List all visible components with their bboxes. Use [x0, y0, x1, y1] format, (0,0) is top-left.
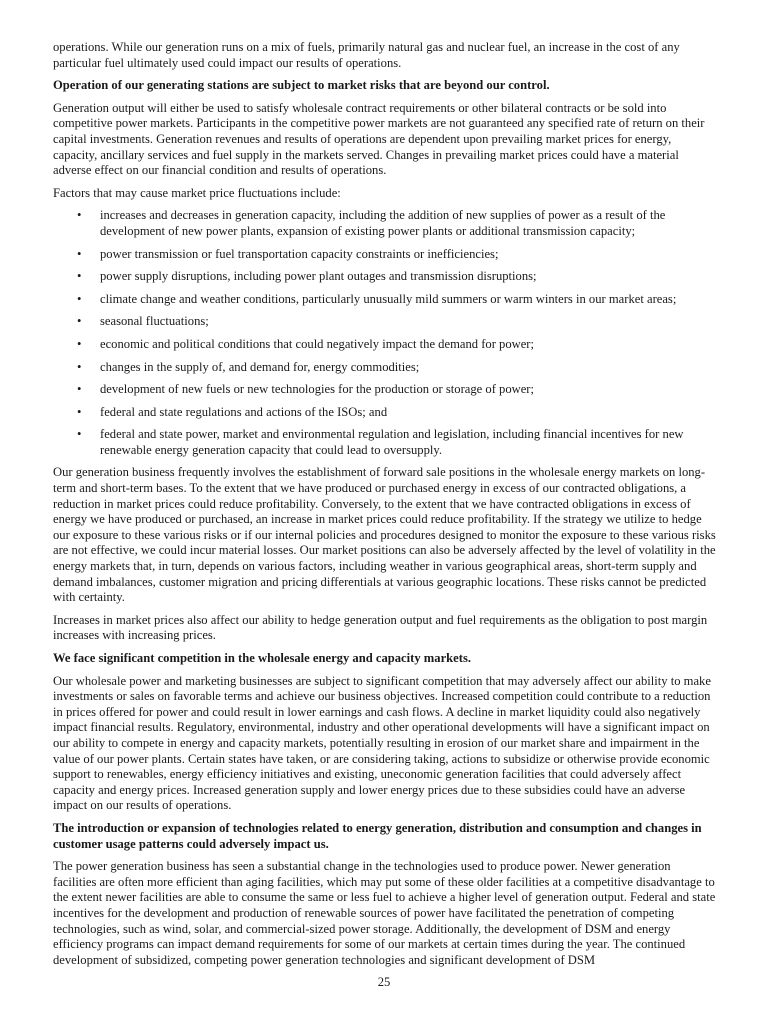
paragraph: Generation output will either be used to satisfy wholesale contract requirements or other bilateral contracts or be sold into competitive power markets. Participants in the competitive power markets are not guaranteed any specified rate of return on their capital investments. Generation revenues and results of operations are dependent upon prevailing market prices for energy, capacity, ancillary services and fuel supply in the markets served. Changes in prevailing market prices could have a material adverse effect on our financial condition and results of operations. — [53, 100, 705, 178]
section-heading: Operation of our generating stations are subject to market risks that are beyond our control. — [53, 78, 550, 93]
bullet-item — [53, 269, 717, 285]
bullet-icon: • — [77, 314, 82, 329]
bullet-icon: • — [77, 427, 82, 442]
bullet-text: federal and state regulations and actions of the ISOs; and — [100, 404, 388, 419]
bullet-item — [53, 427, 717, 458]
paragraph: operations. While our generation runs on a mix of fuels, primarily natural gas and nuclear fuel, an increase in the cost of any particular fuel ultimately used could impact our results of operations. — [53, 40, 680, 70]
paragraph: Our generation business frequently involves the establishment of forward sale positions in the wholesale energy markets on long-term and short-term bases. To the extent that we have produced or purchased energy in excess of our contracted obligations, a reduction in market prices could reduce profitability. Conversely, to the extent that we have contracted obligations in excess of energy we have produced or purchased, an increase in market prices could reduce profitability. If the strategy we utilize to hedge our exposure to these various risks or if our internal policies and procedures designed to monitor the exposure to these various risks are not effective, we could incur material losses. Our market positions can also be adversely affected by the level of volatility in the energy markets that, in turn, depends on various factors, including weather in various geographical areas, short-term supply and demand imbalances, customer migration and pricing differentials at various geographic locations. These risks cannot be predicted with certainty. — [53, 465, 716, 605]
bullet-item — [53, 208, 717, 239]
bullet-icon: • — [77, 359, 82, 374]
bullet-text: economic and political conditions that could negatively impact the demand for power; — [100, 336, 535, 351]
bullet-text: climate change and weather conditions, particularly unusually mild summers or warm winters in our market areas; — [100, 291, 677, 306]
bullet-text: power supply disruptions, including power plant outages and transmission disruptions; — [100, 269, 537, 284]
bullet-text: development of new fuels or new technologies for the production or storage of power; — [100, 382, 535, 397]
bullet-item — [53, 382, 717, 398]
bullet-list — [53, 208, 717, 458]
bullet-icon: • — [77, 291, 82, 306]
paragraph: Increases in market prices also affect our ability to hedge generation output and fuel requirements as the obligation to post margin increases with increasing prices. — [53, 612, 708, 643]
bullet-icon: • — [77, 404, 82, 419]
bullet-icon: • — [77, 269, 82, 284]
bullet-item — [53, 292, 717, 308]
bullet-icon: • — [77, 246, 82, 261]
bullet-icon: • — [77, 336, 82, 351]
paragraph: The power generation business has seen a substantial change in the technologies used to produce power. Newer generation facilities are often more efficient than aging facilities, which may put some of these older facilities at a competitive disadvantage to the extent newer facilities are able to consume the same or less fuel to achieve a higher level of generation output. Federal and state incentives for the development and production of renewable sources of power have facilitated the penetration of competing technologies, such as wind, solar, and commercial-sized power storage. Additionally, the development of DSM and energy efficiency programs can impact demand requirements for some of our markets at certain times during the year. The continued development of subsidized, competing power generation technologies and significant development of DSM — [53, 859, 716, 967]
bullet-text: power transmission or fuel transportation capacity constraints or inefficiencies; — [100, 246, 499, 261]
bullet-text: changes in the supply of, and demand for, energy commodities; — [100, 359, 420, 374]
bullet-item — [53, 314, 717, 330]
document-body — [53, 0, 717, 968]
bullet-text: increases and decreases in generation capacity, including the addition of new supplies of power as a result of the development of new power plants, expansion of existing power plants or additional transmission capacity; — [100, 208, 666, 238]
bullet-item — [53, 360, 717, 376]
bullet-icon: • — [77, 208, 82, 223]
page-number: 25 — [377, 975, 391, 990]
bullet-item — [53, 405, 717, 421]
section-heading: We face significant competition in the wholesale energy and capacity markets. — [53, 651, 471, 665]
bullet-text: seasonal fluctuations; — [100, 314, 209, 329]
bullet-item — [53, 337, 717, 353]
bullet-icon: • — [77, 382, 82, 397]
bullet-text: federal and state power, market and environmental regulation and legislation, including financial incentives for new renewable energy generation capacity that could lead to oversupply. — [100, 427, 684, 457]
paragraph: Our wholesale power and marketing businesses are subject to significant competition that may adversely affect our ability to make investments or sales on favorable terms and achieve our business objectives. Increased competition could contribute to a reduction in prices offered for power and could result in lower earnings and cash flows. A decline in market liquidity could also negatively impact financial results. Regulatory, environmental, industry and other operational developments will have a significant impact on our ability to compete in energy and capacity markets, potentially resulting in erosion of our market share and impairment in the value of our power plants. Certain states have taken, or are considering taking, actions to subsidize or otherwise provide economic support to renewables, energy efficiency initiatives and existing, uneconomic generation facilities that could adversely affect capacity and energy prices. Increased generation supply and lower energy prices due to these subsidies could have an adverse impact on our results of operations. — [53, 673, 711, 813]
paragraph: Factors that may cause market price fluctuations include: — [53, 185, 341, 200]
bullet-item — [53, 247, 717, 263]
section-heading: The introduction or expansion of technologies related to energy generation, distribution and consumption and changes in customer usage patterns could adversely impact us. — [53, 820, 702, 851]
